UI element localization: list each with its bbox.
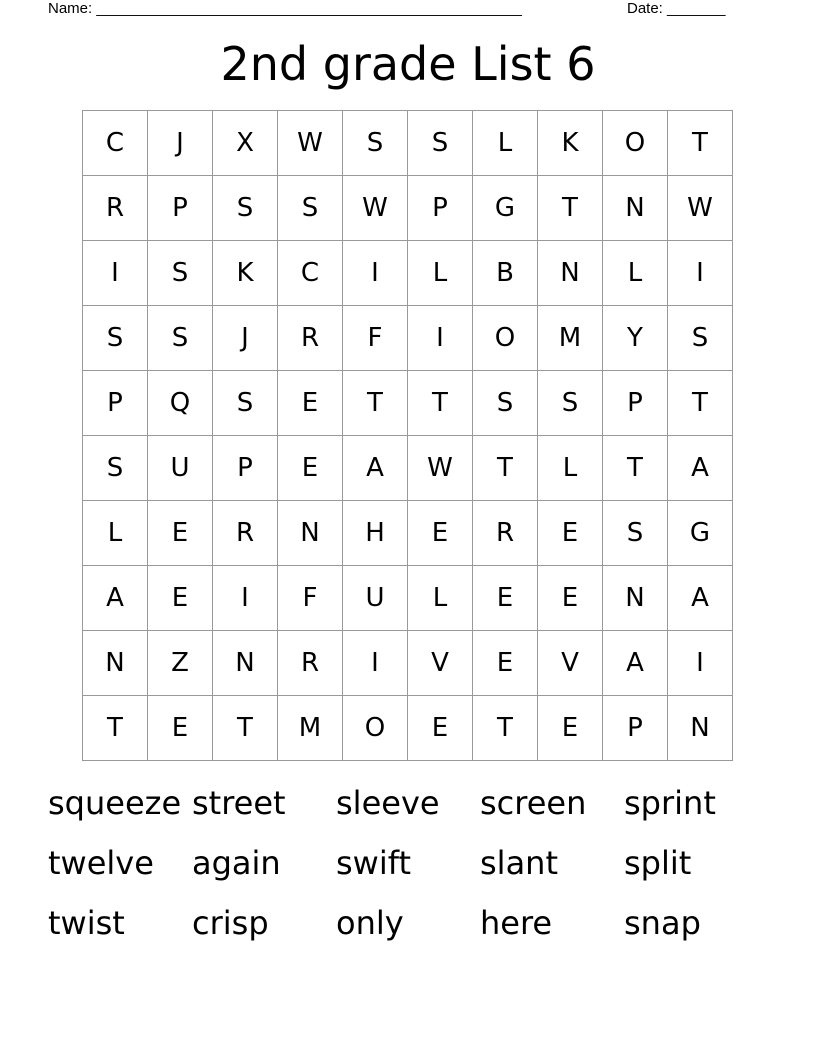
grid-cell: B: [473, 241, 538, 306]
grid-cell: J: [213, 306, 278, 371]
word-list-item: squeeze: [48, 784, 182, 822]
grid-cell: S: [343, 111, 408, 176]
grid-cell: T: [603, 436, 668, 501]
grid-cell: N: [603, 566, 668, 631]
grid-cell: R: [83, 176, 148, 241]
word-list-item: twelve: [48, 844, 154, 882]
grid-cell: S: [278, 176, 343, 241]
grid-cell: S: [668, 306, 733, 371]
grid-cell: S: [408, 111, 473, 176]
word-list-item: screen: [480, 784, 587, 822]
grid-cell: E: [538, 566, 603, 631]
grid-cell: L: [473, 111, 538, 176]
grid-cell: L: [408, 241, 473, 306]
grid-cell: M: [538, 306, 603, 371]
grid-cell: Y: [603, 306, 668, 371]
word-list-item: swift: [336, 844, 411, 882]
grid-cell: E: [473, 566, 538, 631]
grid-cell: L: [408, 566, 473, 631]
grid-cell: E: [148, 501, 213, 566]
grid-cell: I: [83, 241, 148, 306]
grid-cell: P: [83, 371, 148, 436]
grid-cell: L: [538, 436, 603, 501]
grid-cell: N: [668, 696, 733, 761]
grid-cell: U: [343, 566, 408, 631]
grid-cell: T: [343, 371, 408, 436]
word-list-item: sleeve: [336, 784, 440, 822]
grid-cell: L: [603, 241, 668, 306]
word-list-item: split: [624, 844, 692, 882]
grid-cell: X: [213, 111, 278, 176]
grid-row: [83, 631, 733, 696]
grid-row: [83, 501, 733, 566]
grid-cell: T: [83, 696, 148, 761]
grid-cell: M: [278, 696, 343, 761]
grid-cell: L: [83, 501, 148, 566]
grid-cell: E: [148, 696, 213, 761]
grid-cell: I: [668, 241, 733, 306]
grid-cell: P: [148, 176, 213, 241]
grid-cell: P: [603, 371, 668, 436]
grid-cell: A: [343, 436, 408, 501]
grid-cell: E: [278, 436, 343, 501]
grid-cell: S: [148, 241, 213, 306]
grid-cell: E: [473, 631, 538, 696]
grid-cell: C: [83, 111, 148, 176]
grid-cell: S: [473, 371, 538, 436]
grid-row: [83, 306, 733, 371]
word-list-item: snap: [624, 904, 701, 942]
grid-cell: I: [343, 241, 408, 306]
grid-cell: F: [278, 566, 343, 631]
grid-cell: U: [148, 436, 213, 501]
grid-cell: R: [213, 501, 278, 566]
grid-cell: T: [473, 696, 538, 761]
word-list-item: slant: [480, 844, 558, 882]
word-list-item: only: [336, 904, 404, 942]
grid-cell: F: [343, 306, 408, 371]
grid-cell: N: [213, 631, 278, 696]
grid-cell: T: [538, 176, 603, 241]
grid-cell: S: [213, 371, 278, 436]
grid-cell: S: [603, 501, 668, 566]
grid-row: [83, 176, 733, 241]
grid-cell: T: [473, 436, 538, 501]
grid-cell: E: [408, 501, 473, 566]
word-list-item: twist: [48, 904, 125, 942]
grid-cell: S: [538, 371, 603, 436]
grid-cell: I: [668, 631, 733, 696]
grid-cell: I: [343, 631, 408, 696]
grid-row: [83, 111, 733, 176]
grid-cell: H: [343, 501, 408, 566]
grid-cell: N: [538, 241, 603, 306]
grid-cell: P: [603, 696, 668, 761]
grid-cell: W: [668, 176, 733, 241]
grid-cell: J: [148, 111, 213, 176]
grid-cell: Z: [148, 631, 213, 696]
page-title: 2nd grade List 6: [220, 37, 596, 91]
grid-cell: K: [213, 241, 278, 306]
word-search-grid: [82, 110, 733, 761]
grid-cell: E: [408, 696, 473, 761]
grid-row: [83, 696, 733, 761]
grid-cell: R: [473, 501, 538, 566]
grid-row: [83, 371, 733, 436]
grid-cell: E: [148, 566, 213, 631]
grid-cell: T: [668, 111, 733, 176]
grid-row: [83, 436, 733, 501]
grid-cell: N: [278, 501, 343, 566]
grid-cell: T: [213, 696, 278, 761]
grid-cell: G: [473, 176, 538, 241]
grid-cell: S: [213, 176, 278, 241]
grid-cell: A: [603, 631, 668, 696]
name-field-label: Name: ___________________________________________________: [48, 0, 522, 17]
grid-cell: I: [213, 566, 278, 631]
grid-cell: R: [278, 306, 343, 371]
word-list-item: street: [192, 784, 286, 822]
grid-cell: P: [408, 176, 473, 241]
grid-cell: S: [83, 436, 148, 501]
grid-cell: C: [278, 241, 343, 306]
grid-cell: R: [278, 631, 343, 696]
grid-cell: P: [213, 436, 278, 501]
grid-cell: E: [278, 371, 343, 436]
word-list: [48, 780, 768, 960]
grid-cell: I: [408, 306, 473, 371]
grid-cell: S: [83, 306, 148, 371]
grid-cell: O: [603, 111, 668, 176]
word-list-item: here: [480, 904, 553, 942]
grid-cell: Q: [148, 371, 213, 436]
grid-cell: V: [408, 631, 473, 696]
grid-cell: K: [538, 111, 603, 176]
grid-cell: W: [408, 436, 473, 501]
grid-cell: G: [668, 501, 733, 566]
grid-cell: W: [343, 176, 408, 241]
grid-cell: A: [668, 566, 733, 631]
word-list-item: crisp: [192, 904, 269, 942]
grid-row: [83, 241, 733, 306]
grid-cell: T: [668, 371, 733, 436]
grid-cell: O: [343, 696, 408, 761]
grid-cell: A: [83, 566, 148, 631]
grid-cell: O: [473, 306, 538, 371]
grid-cell: A: [668, 436, 733, 501]
grid-cell: E: [538, 501, 603, 566]
grid-cell: N: [83, 631, 148, 696]
grid-cell: T: [408, 371, 473, 436]
word-list-item: again: [192, 844, 281, 882]
grid-cell: W: [278, 111, 343, 176]
grid-cell: S: [148, 306, 213, 371]
grid-cell: V: [538, 631, 603, 696]
word-list-item: sprint: [624, 784, 716, 822]
grid-cell: E: [538, 696, 603, 761]
grid-row: [83, 566, 733, 631]
date-field-label: Date: _______: [627, 0, 726, 17]
grid-cell: N: [603, 176, 668, 241]
